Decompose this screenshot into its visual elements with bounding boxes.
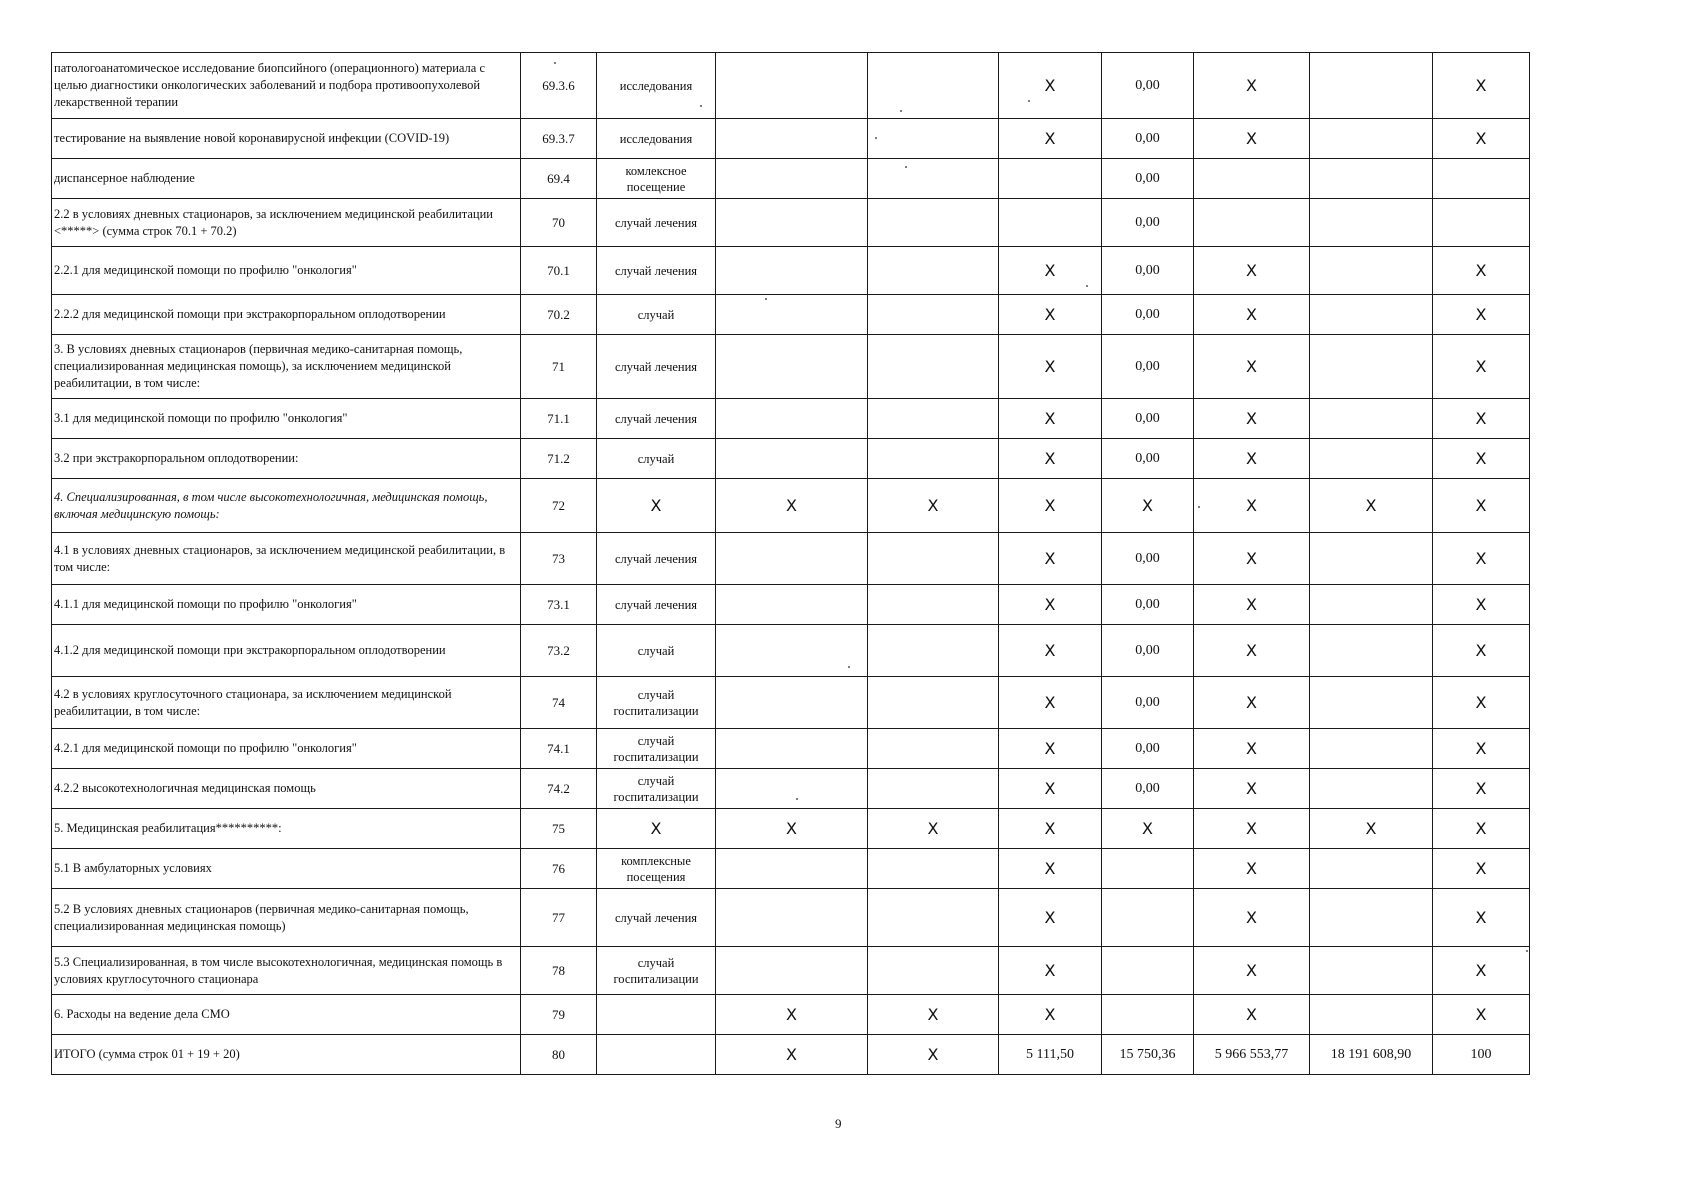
x-mark-cell: X [999,247,1102,295]
table-row [52,247,1530,295]
unit-cell: комплексные посещения [597,849,716,889]
x-mark-cell: X [1194,399,1310,439]
value-cell [868,199,999,247]
row-name-cell: 3. В условиях дневных стационаров (первичная медико-санитарная помощь, специализированная медицинская помощь), за исключением медицинской реабилитации, в том числе: [52,335,521,399]
table-row [52,199,1530,247]
row-code-cell: 69.3.6 [521,53,597,119]
scan-speck [700,105,702,107]
scan-speck [1526,950,1528,952]
unit-cell: случай госпитализации [597,947,716,995]
x-mark-cell: X [999,479,1102,533]
scan-speck [1028,100,1030,102]
value-cell [868,625,999,677]
scan-speck [1086,285,1088,287]
value-cell [1194,159,1310,199]
value-cell [868,533,999,585]
x-mark-cell: X [1194,889,1310,947]
value-cell: 0,00 [1102,335,1194,399]
x-mark-cell: X [1102,809,1194,849]
x-mark-cell: X [1433,533,1530,585]
value-cell [1310,247,1433,295]
unit-cell: случай лечения [597,585,716,625]
row-name-cell: 5. Медицинская реабилитация**********: [52,809,521,849]
x-mark-cell: X [999,889,1102,947]
value-cell [1310,729,1433,769]
table-row [52,995,1530,1035]
table-row [52,479,1530,533]
value-cell: 0,00 [1102,439,1194,479]
unit-cell: случай лечения [597,533,716,585]
x-mark-cell: X [1102,479,1194,533]
x-mark-cell: X [999,399,1102,439]
row-code-cell: 74 [521,677,597,729]
unit-cell: случай лечения [597,199,716,247]
x-mark-cell: X [999,947,1102,995]
data-table [51,52,1530,1075]
row-code-cell: 74.1 [521,729,597,769]
unit-cell: случай лечения [597,399,716,439]
row-name-cell: 4.2.1 для медицинской помощи по профилю "онкология" [52,729,521,769]
value-cell [716,769,868,809]
value-cell [868,585,999,625]
table-row [52,53,1530,119]
table-row [52,849,1530,889]
row-name-cell: 4.1 в условиях дневных стационаров, за исключением медицинской реабилитации, в том числе: [52,533,521,585]
value-cell [1310,533,1433,585]
value-cell: 0,00 [1102,625,1194,677]
row-code-cell: 79 [521,995,597,1035]
value-cell [1310,995,1433,1035]
row-code-cell: 72 [521,479,597,533]
value-cell [868,849,999,889]
row-name-cell: 5.3 Специализированная, в том числе высокотехнологичная, медицинская помощь в условиях круглосуточного стационара [52,947,521,995]
x-mark-cell: X [1310,479,1433,533]
x-mark-cell: X [999,849,1102,889]
x-mark-cell: X [868,809,999,849]
scan-speck [554,62,556,64]
page-number: 9 [835,1116,842,1131]
value-cell [868,769,999,809]
value-cell: 0,00 [1102,769,1194,809]
scan-speck [1198,506,1200,508]
value-cell [1433,159,1530,199]
x-mark-cell: X [1194,479,1310,533]
x-mark-cell: X [1433,995,1530,1035]
scan-speck [900,110,902,112]
x-mark-cell: X [1194,585,1310,625]
scan-speck [875,137,877,139]
value-cell [1310,769,1433,809]
value-cell [716,889,868,947]
unit-cell: комлексное посещение [597,159,716,199]
value-cell [1433,199,1530,247]
x-mark-cell: X [1433,119,1530,159]
value-cell [868,159,999,199]
value-cell [716,119,868,159]
row-name-cell: тестирование на выявление новой коронавирусной инфекции (COVID-19) [52,119,521,159]
unit-cell: случай [597,625,716,677]
row-code-cell: 76 [521,849,597,889]
x-mark-cell: X [1194,533,1310,585]
unit-cell: случай лечения [597,889,716,947]
x-mark-cell: X [999,53,1102,119]
table-row [52,119,1530,159]
row-name-cell: 5.1 В амбулаторных условиях [52,849,521,889]
x-mark-cell: X [1310,809,1433,849]
x-mark-cell: X [999,809,1102,849]
scan-speck [848,666,850,668]
unit-cell: случай [597,439,716,479]
x-mark-cell: X [999,533,1102,585]
x-mark-cell: X [868,995,999,1035]
x-mark-cell: X [716,809,868,849]
value-cell [1310,677,1433,729]
row-name-cell: 2.2.1 для медицинской помощи по профилю "онкология" [52,247,521,295]
row-name-cell: 2.2 в условиях дневных стационаров, за исключением медицинской реабилитации <*****> (сумма строк 70.1 + 70.2) [52,199,521,247]
row-code-cell: 73.2 [521,625,597,677]
row-name-cell: 4.2 в условиях круглосуточного стационара, за исключением медицинской реабилитации, в том числе: [52,677,521,729]
value-cell: 0,00 [1102,159,1194,199]
x-mark-cell: X [1433,947,1530,995]
x-mark-cell: X [1194,995,1310,1035]
unit-cell: исследования [597,119,716,159]
x-mark-cell: X [999,769,1102,809]
x-mark-cell: X [999,677,1102,729]
x-mark-cell: X [716,995,868,1035]
x-mark-cell: X [1194,335,1310,399]
table-row [52,335,1530,399]
unit-cell [597,995,716,1035]
value-cell [1310,625,1433,677]
x-mark-cell: X [1433,889,1530,947]
value-cell: 0,00 [1102,247,1194,295]
row-name-cell: 2.2.2 для медицинской помощи при экстракорпоральном оплодотворении [52,295,521,335]
row-name-cell: 4.1.2 для медицинской помощи при экстракорпоральном оплодотворении [52,625,521,677]
value-cell [1102,995,1194,1035]
x-mark-cell: X [1433,53,1530,119]
row-code-cell: 71.1 [521,399,597,439]
value-cell: 0,00 [1102,199,1194,247]
unit-cell: случай госпитализации [597,769,716,809]
row-code-cell: 75 [521,809,597,849]
x-mark-cell: X [1194,295,1310,335]
value-cell [716,247,868,295]
value-cell [1310,889,1433,947]
value-cell: 0,00 [1102,119,1194,159]
x-mark-cell: X [1194,947,1310,995]
value-cell: 0,00 [1102,295,1194,335]
value-cell [716,625,868,677]
value-cell [868,399,999,439]
value-cell [999,159,1102,199]
x-mark-cell: X [1194,729,1310,769]
value-cell [1310,53,1433,119]
value-cell [868,677,999,729]
x-mark-cell: X [597,809,716,849]
row-name-cell: 4.2.2 высокотехнологичная медицинская помощь [52,769,521,809]
value-cell [868,729,999,769]
x-mark-cell: X [868,479,999,533]
value-cell [1310,159,1433,199]
table-row [52,809,1530,849]
value-cell [1310,295,1433,335]
value-cell [716,947,868,995]
value-cell [1194,199,1310,247]
row-code-cell: 71 [521,335,597,399]
value-cell [1102,947,1194,995]
scan-speck [765,298,767,300]
table-row [52,439,1530,479]
value-cell [1310,119,1433,159]
value-cell: 0,00 [1102,399,1194,439]
table-row [52,1035,1530,1075]
row-code-cell: 73.1 [521,585,597,625]
row-code-cell: 78 [521,947,597,995]
unit-cell [597,1035,716,1075]
value-cell [716,399,868,439]
x-mark-cell: X [1194,809,1310,849]
value-cell: 18 191 608,90 [1310,1035,1433,1075]
x-mark-cell: X [999,625,1102,677]
value-cell: 5 966 553,77 [1194,1035,1310,1075]
x-mark-cell: X [1433,585,1530,625]
row-name-cell: 4.1.1 для медицинской помощи по профилю "онкология" [52,585,521,625]
value-cell [1310,947,1433,995]
x-mark-cell: X [1433,479,1530,533]
row-name-cell: 4. Специализированная, в том числе высокотехнологичная, медицинская помощь, включая медицинскую помощь: [52,479,521,533]
x-mark-cell: X [1433,247,1530,295]
table-row [52,729,1530,769]
table-row [52,399,1530,439]
x-mark-cell: X [1433,625,1530,677]
table-row [52,625,1530,677]
value-cell: 0,00 [1102,585,1194,625]
value-cell [1310,399,1433,439]
value-cell: 0,00 [1102,53,1194,119]
value-cell [1310,199,1433,247]
x-mark-cell: X [716,1035,868,1075]
value-cell [716,849,868,889]
value-cell [1310,585,1433,625]
table-row [52,889,1530,947]
table-row [52,533,1530,585]
x-mark-cell: X [1194,439,1310,479]
table-row [52,677,1530,729]
x-mark-cell: X [1433,677,1530,729]
value-cell [716,53,868,119]
row-name-cell: 3.1 для медицинской помощи по профилю "онкология" [52,399,521,439]
unit-cell: случай госпитализации [597,677,716,729]
table-row [52,295,1530,335]
scan-speck [796,798,798,800]
x-mark-cell: X [868,1035,999,1075]
value-cell: 5 111,50 [999,1035,1102,1075]
unit-cell: случай [597,295,716,335]
x-mark-cell: X [1433,849,1530,889]
value-cell [716,159,868,199]
x-mark-cell: X [1433,335,1530,399]
table-row [52,769,1530,809]
x-mark-cell: X [1433,769,1530,809]
row-code-cell: 77 [521,889,597,947]
x-mark-cell: X [1194,769,1310,809]
x-mark-cell: X [1194,247,1310,295]
row-code-cell: 69.4 [521,159,597,199]
x-mark-cell: X [999,439,1102,479]
x-mark-cell: X [1433,295,1530,335]
x-mark-cell: X [1194,119,1310,159]
x-mark-cell: X [1433,399,1530,439]
value-cell [716,585,868,625]
value-cell [868,439,999,479]
x-mark-cell: X [999,995,1102,1035]
value-cell [868,247,999,295]
row-code-cell: 70.1 [521,247,597,295]
value-cell [999,199,1102,247]
value-cell [868,295,999,335]
table-row [52,159,1530,199]
value-cell [716,439,868,479]
value-cell: 0,00 [1102,533,1194,585]
x-mark-cell: X [999,335,1102,399]
row-name-cell: патологоанатомическое исследование биопсийного (операционного) материала с целью диагностики онкологических заболеваний и подбора противоопухолевой лекарственной терапии [52,53,521,119]
value-cell [868,889,999,947]
row-name-cell: диспансерное наблюдение [52,159,521,199]
x-mark-cell: X [999,585,1102,625]
value-cell [716,533,868,585]
row-code-cell: 69.3.7 [521,119,597,159]
value-cell: 0,00 [1102,729,1194,769]
x-mark-cell: X [1194,677,1310,729]
row-code-cell: 70.2 [521,295,597,335]
row-name-cell: 3.2 при экстракорпоральном оплодотворении: [52,439,521,479]
unit-cell: случай госпитализации [597,729,716,769]
row-code-cell: 74.2 [521,769,597,809]
value-cell [716,295,868,335]
value-cell [868,119,999,159]
value-cell [716,729,868,769]
x-mark-cell: X [597,479,716,533]
value-cell [1310,439,1433,479]
value-cell [1102,889,1194,947]
x-mark-cell: X [1433,439,1530,479]
value-cell [868,947,999,995]
value-cell [716,199,868,247]
value-cell [1310,849,1433,889]
x-mark-cell: X [999,119,1102,159]
value-cell [1102,849,1194,889]
row-name-cell: ИТОГО (сумма строк 01 + 19 + 20) [52,1035,521,1075]
x-mark-cell: X [1194,849,1310,889]
unit-cell: случай лечения [597,335,716,399]
value-cell [868,335,999,399]
value-cell: 0,00 [1102,677,1194,729]
row-name-cell: 5.2 В условиях дневных стационаров (первичная медико-санитарная помощь, специализированная медицинская помощь) [52,889,521,947]
table-row [52,585,1530,625]
value-cell: 100 [1433,1035,1530,1075]
value-cell [716,677,868,729]
x-mark-cell: X [716,479,868,533]
value-cell [868,53,999,119]
x-mark-cell: X [999,729,1102,769]
table-row [52,947,1530,995]
x-mark-cell: X [999,295,1102,335]
x-mark-cell: X [1433,729,1530,769]
row-code-cell: 80 [521,1035,597,1075]
value-cell: 15 750,36 [1102,1035,1194,1075]
value-cell [1310,335,1433,399]
row-code-cell: 70 [521,199,597,247]
row-code-cell: 71.2 [521,439,597,479]
row-code-cell: 73 [521,533,597,585]
x-mark-cell: X [1194,625,1310,677]
value-cell [716,335,868,399]
x-mark-cell: X [1194,53,1310,119]
x-mark-cell: X [1433,809,1530,849]
unit-cell: случай лечения [597,247,716,295]
row-name-cell: 6. Расходы на ведение дела СМО [52,995,521,1035]
scan-speck [905,166,907,168]
unit-cell: исследования [597,53,716,119]
